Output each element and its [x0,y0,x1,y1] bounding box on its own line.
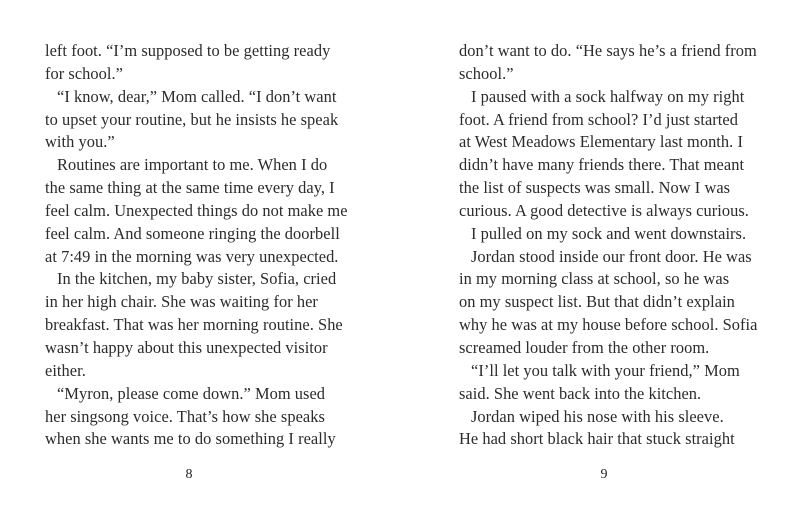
text-line: “I’ll let you talk with your friend,” Mom [471,360,740,380]
text-line: in my morning class at school, so he was [459,269,730,289]
text-line: I pulled on my sock and went downstairs. [471,223,747,243]
text-line: at West Meadows Elementary last month. I [459,132,743,152]
text-line: wasn’t happy about this unexpected visitor [45,337,328,357]
right-page-body-text [459,40,759,451]
text-line: when she wants me to do something I really [45,429,336,449]
page-number: 9 [600,467,608,482]
text-line: to upset your routine, but he insists he speak [45,109,339,129]
text-line: I paused with a sock halfway on my right [471,86,745,106]
text-line: with you.” [45,132,115,152]
text-line: In the kitchen, my baby sister, Sofia, cried [57,269,337,289]
text-line: Jordan stood inside our front door. He was [471,246,752,266]
text-line: foot. A friend from school? I’d just started [459,109,738,129]
text-line: He had short black hair that stuck straight [459,429,735,449]
text-line: on my suspect list. But that didn’t explain [459,292,735,312]
text-line: the same thing at the same time every day, I [45,178,335,198]
text-line: feel calm. Unexpected things do not make me [45,200,348,220]
text-line: the list of suspects was small. Now I was [459,178,731,198]
page-number: 8 [185,467,193,482]
text-line: feel calm. And someone ringing the doorbell [45,223,340,243]
text-line: didn’t have many friends there. That meant [459,155,745,175]
text-line: Routines are important to me. When I do [57,155,328,175]
text-line: school.” [459,63,514,83]
text-line: at 7:49 in the morning was very unexpected. [45,246,339,266]
text-line: left foot. “I’m supposed to be getting ready [45,41,331,60]
text-line: don’t want to do. “He says he’s a friend from [459,41,757,60]
text-line: “I know, dear,” Mom called. “I don’t want [57,86,337,106]
text-line: her singsong voice. That’s how she speaks [45,406,325,426]
text-line: either. [45,360,86,380]
right-page [396,0,792,522]
text-line: screamed louder from the other room. [459,337,710,357]
text-line: curious. A good detective is always curious. [459,200,749,220]
text-line: breakfast. That was her morning routine. She [45,315,343,335]
text-line: why he was at my house before school. Sofia [459,315,758,335]
text-line: for school.” [45,63,123,83]
text-line: Jordan wiped his nose with his sleeve. [471,406,724,426]
left-page-body-text [45,40,348,451]
text-line: said. She went back into the kitchen. [459,383,702,403]
text-line: “Myron, please come down.” Mom used [57,383,326,403]
text-line: in her high chair. She was waiting for her [45,292,318,312]
